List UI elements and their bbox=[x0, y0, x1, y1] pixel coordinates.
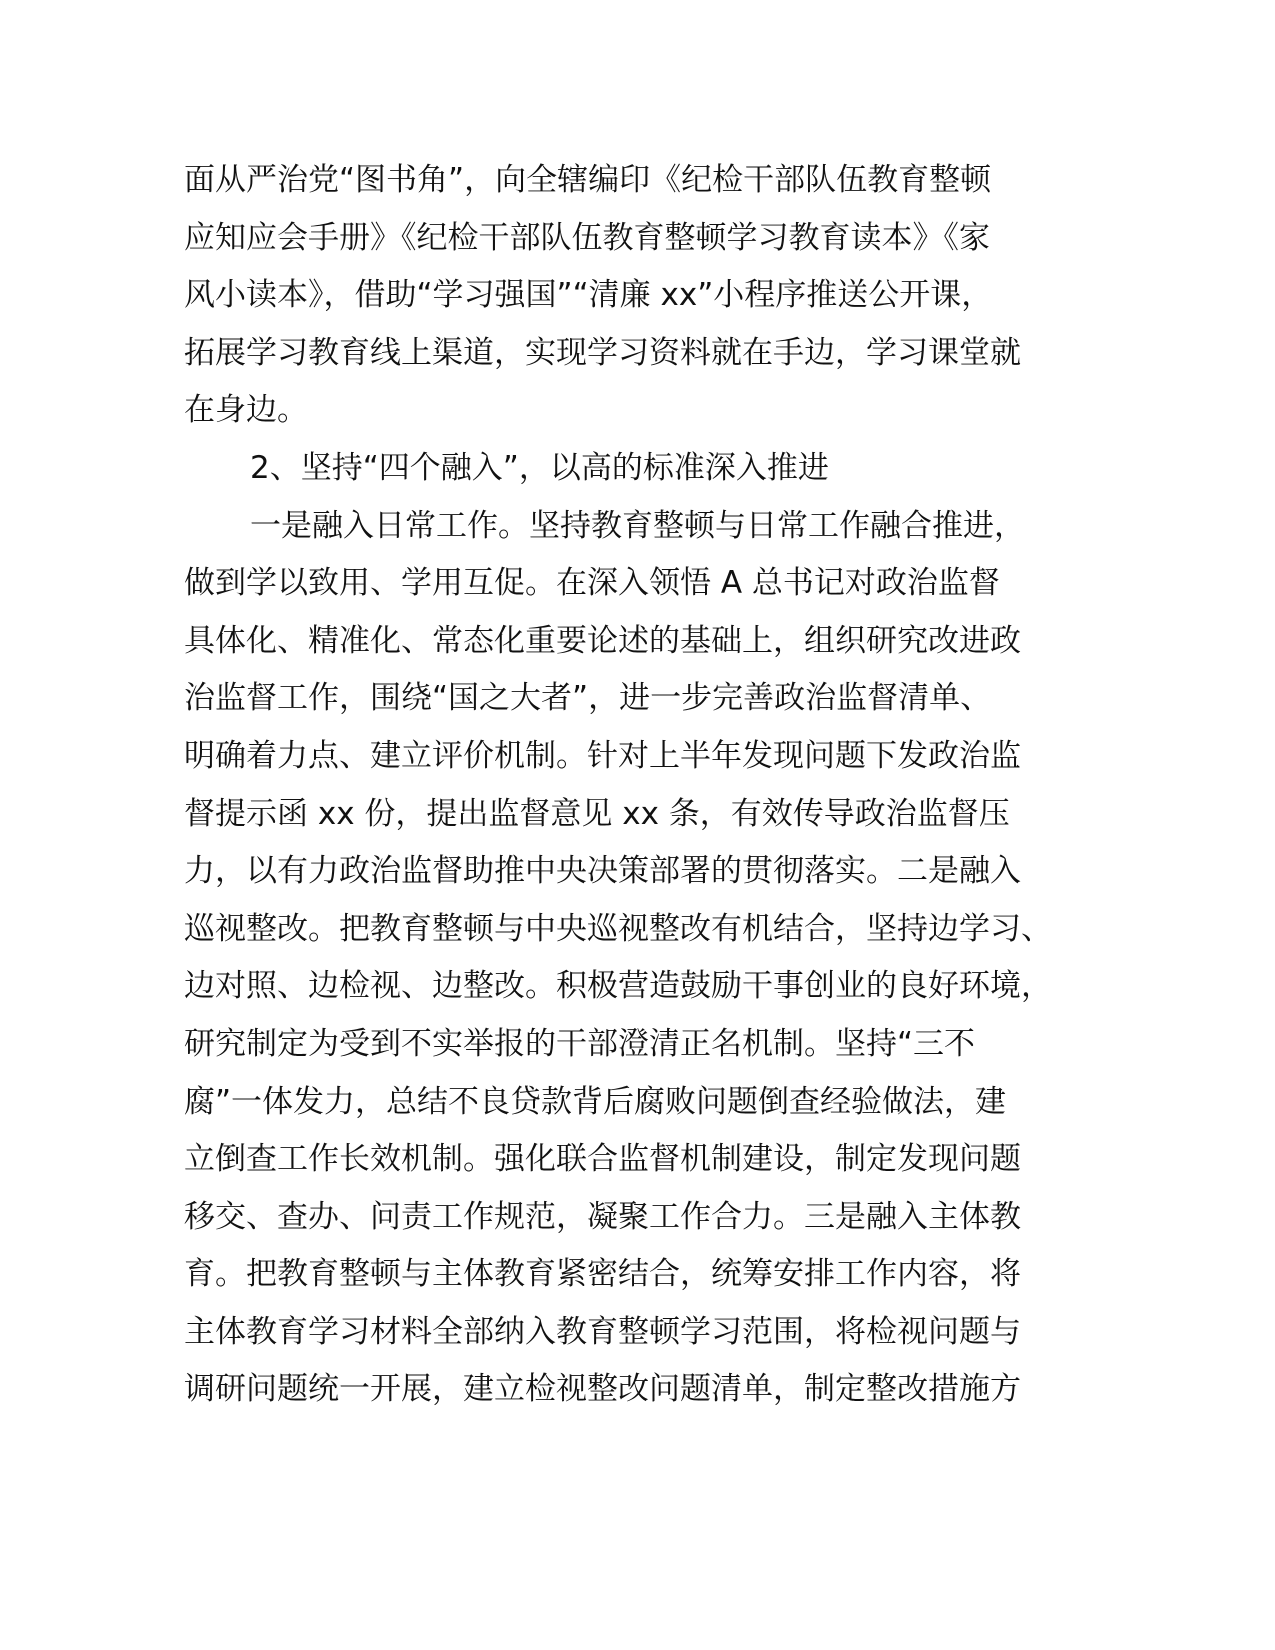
text-line: 移交、查办、问责工作规范，凝聚工作合力。三是融入主体教 bbox=[184, 1198, 1021, 1235]
text-line: 巡视整改。把教育整顿与中央巡视整改有机结合，坚持边学习、 bbox=[184, 910, 1052, 947]
text-line: 拓展学习教育线上渠道，实现学习资料就在手边，学习课堂就 bbox=[184, 334, 1021, 371]
text-line: 2、坚持“四个融入”，以高的标准深入推进 bbox=[250, 449, 829, 486]
document-body bbox=[184, 152, 1084, 1419]
text-line: 腐”一体发力，总结不良贷款背后腐败问题倒查经验做法，建 bbox=[184, 1083, 1007, 1120]
text-line: 督提示函 xx 份，提出监督意见 xx 条，有效传导政治监督压 bbox=[184, 795, 1010, 832]
paragraph bbox=[184, 152, 1084, 440]
text-line: 风小读本》，借助“学习强国”“清廉 xx”小程序推送公开课， bbox=[184, 277, 993, 314]
text-line: 一是融入日常工作。坚持教育整顿与日常工作融合推进， bbox=[250, 507, 1025, 544]
text-line: 力，以有力政治监督助推中央决策部署的贯彻落实。二是融入 bbox=[184, 853, 1021, 890]
text-line: 边对照、边检视、边整改。积极营造鼓励干事创业的良好环境， bbox=[184, 968, 1052, 1005]
text-line: 面从严治党“图书角”，向全辖编印《纪检干部队伍教育整顿 bbox=[184, 162, 992, 198]
text-line: 调研问题统一开展，建立检视整改问题清单，制定整改措施方 bbox=[184, 1371, 1021, 1408]
text-line: 在身边。 bbox=[184, 392, 308, 429]
text-line: 研究制定为受到不实举报的干部澄清正名机制。坚持“三不 bbox=[184, 1025, 976, 1062]
text-line: 立倒查工作长效机制。强化联合监督机制建设，制定发现问题 bbox=[184, 1141, 1021, 1178]
text-line: 育。把教育整顿与主体教育紧密结合，统筹安排工作内容，将 bbox=[184, 1256, 1021, 1293]
text-line: 做到学以致用、学用互促。在深入领悟 A 总书记对政治监督 bbox=[184, 565, 1000, 602]
text-line: 明确着力点、建立评价机制。针对上半年发现问题下发政治监 bbox=[184, 737, 1021, 774]
section-heading bbox=[184, 440, 1084, 498]
text-line: 应知应会手册》《纪检干部队伍教育整顿学习教育读本》《家 bbox=[184, 219, 990, 256]
text-line: 主体教育学习材料全部纳入教育整顿学习范围，将检视问题与 bbox=[184, 1313, 1021, 1350]
text-line: 治监督工作，围绕“国之大者”，进一步完善政治监督清单、 bbox=[184, 680, 992, 717]
text-line: 具体化、精准化、常态化重要论述的基础上，组织研究改进政 bbox=[184, 622, 1021, 659]
paragraph bbox=[184, 498, 1084, 1420]
